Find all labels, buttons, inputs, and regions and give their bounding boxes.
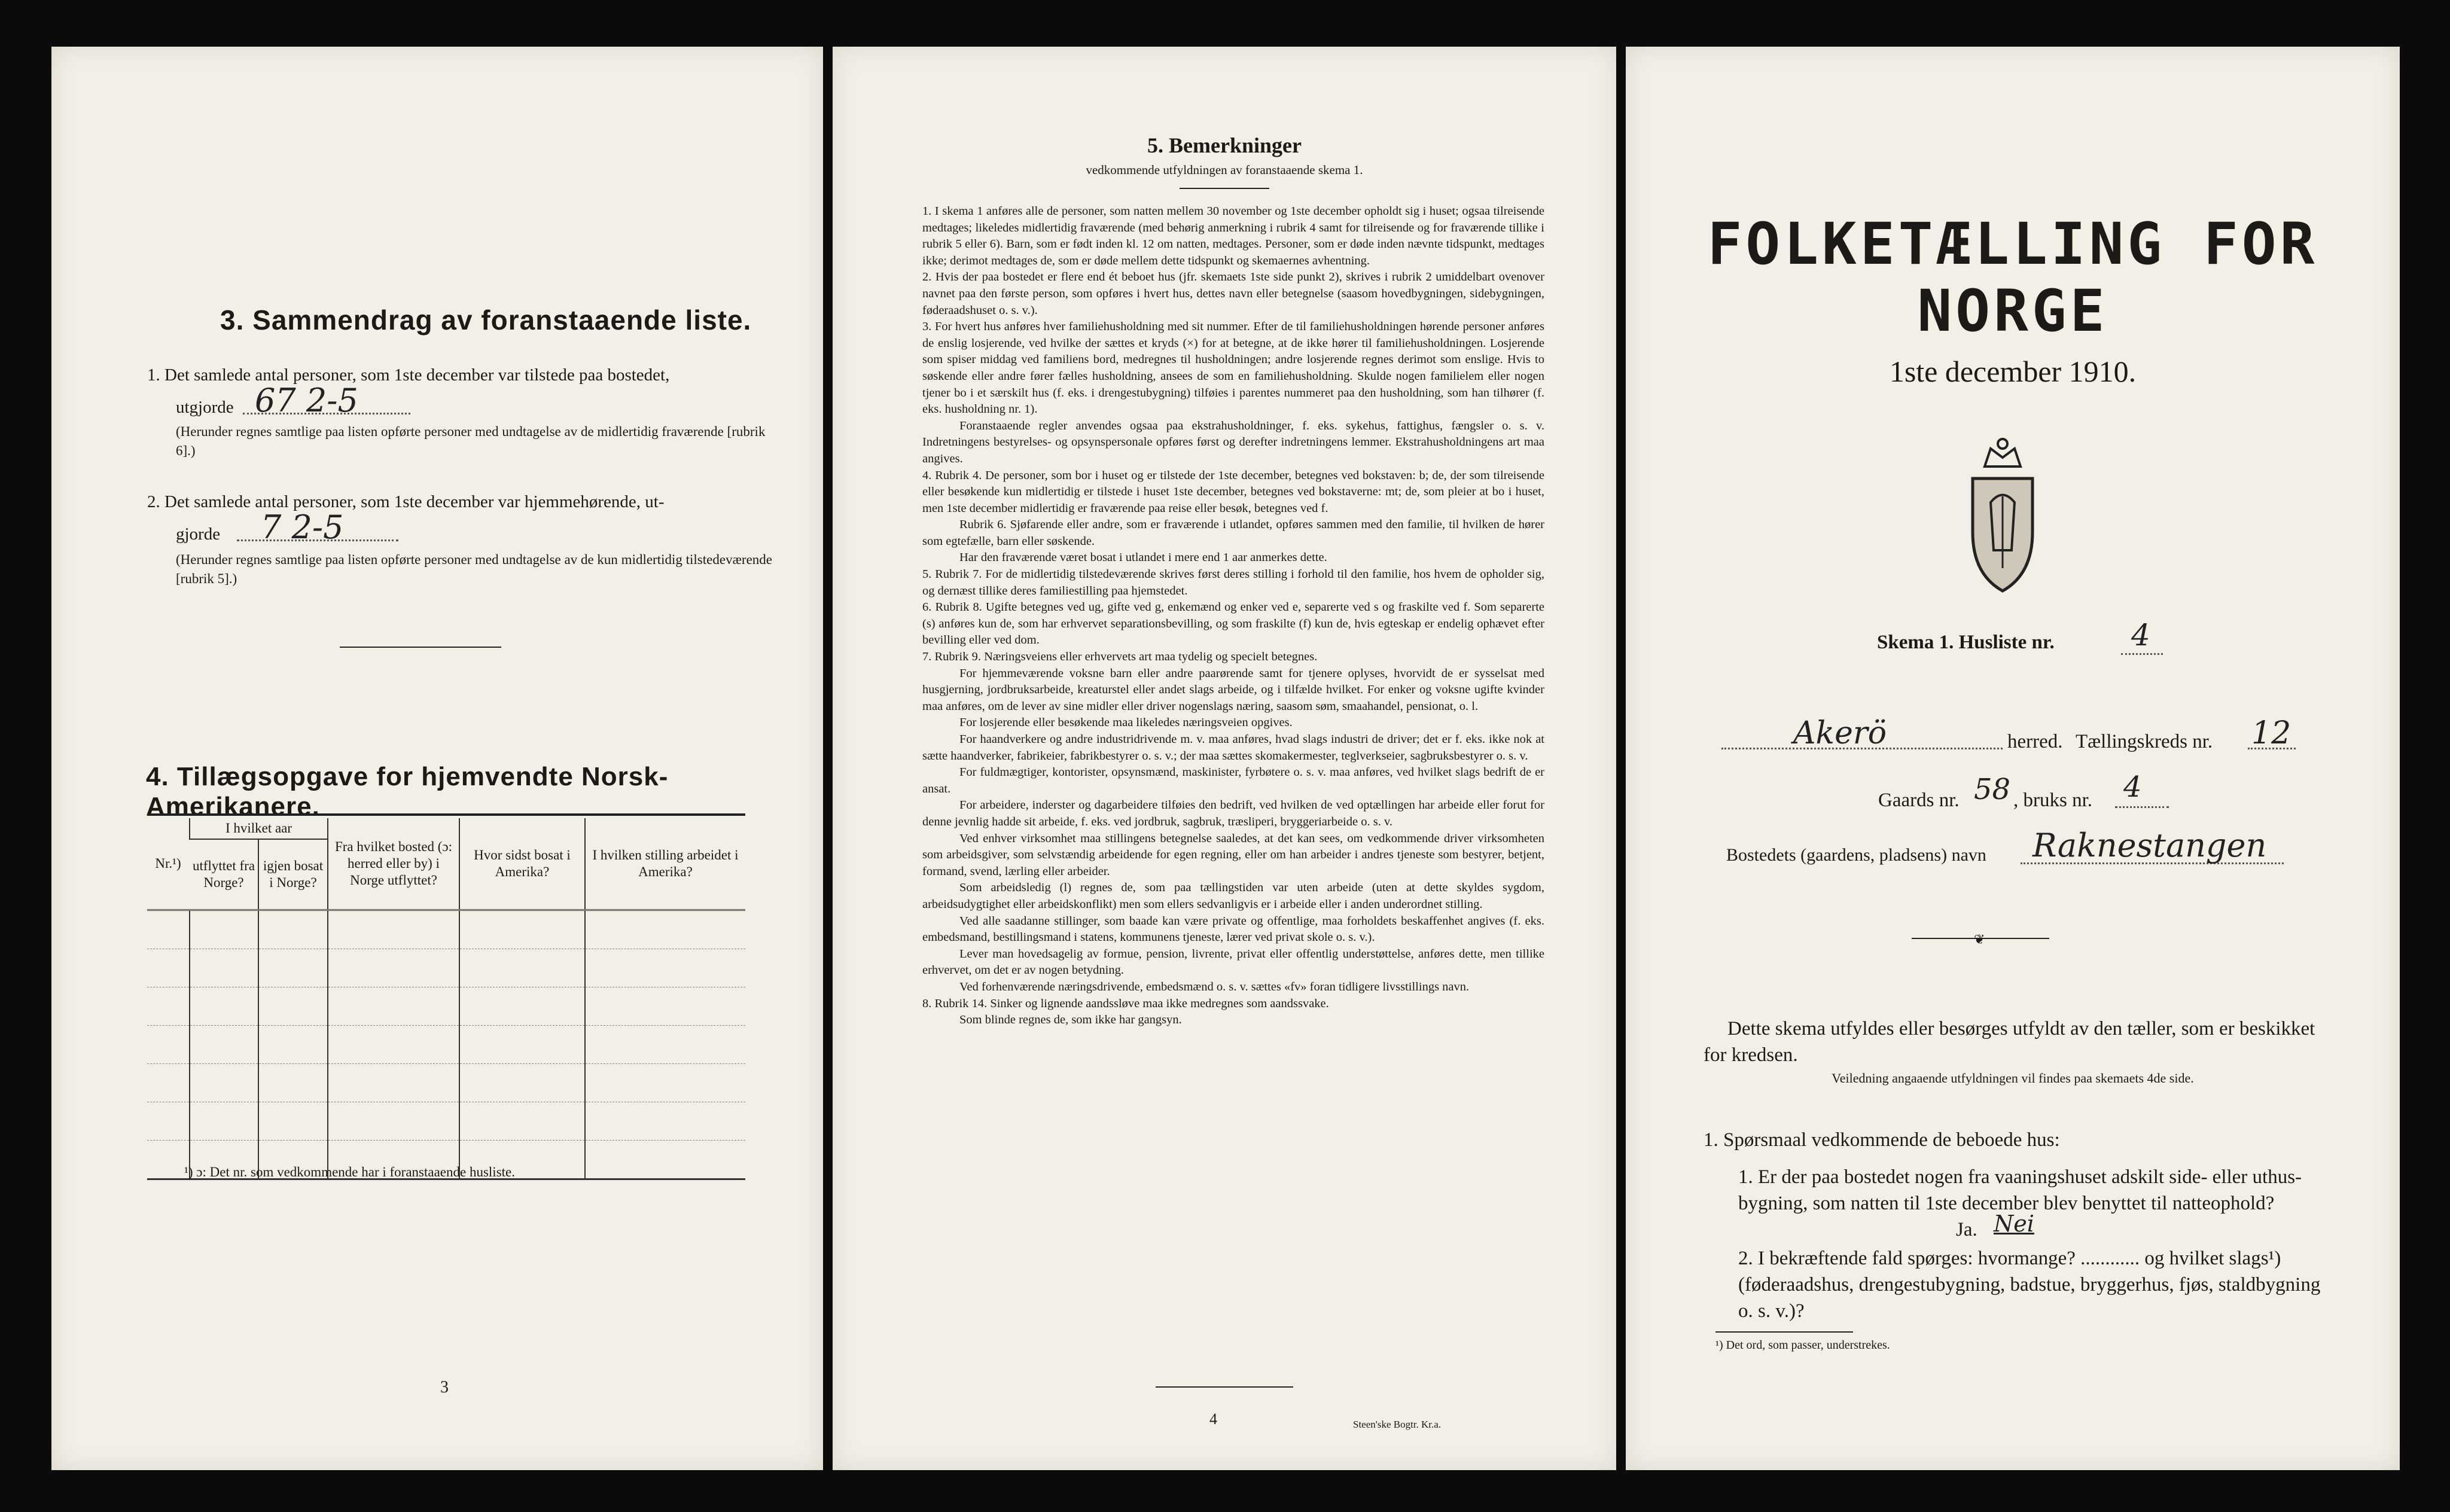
footer-rule bbox=[1156, 1386, 1293, 1388]
item1-label: utgjorde bbox=[176, 398, 234, 417]
table-row bbox=[147, 987, 745, 1026]
schema-label: Skema 1. Husliste nr. bbox=[1877, 632, 2055, 653]
item2-label: gjorde bbox=[176, 525, 221, 544]
question-1: 1. Er der paa bostedet nogen fra vaaningshuset adskilt side- eller uthus-bygning, som natten til 1ste december blev benyttet til natteophold? bbox=[1738, 1166, 2302, 1214]
bruks-value: 4 bbox=[2123, 770, 2142, 804]
form-date: 1ste december 1910. bbox=[1889, 355, 2137, 388]
item2-text: 2. Det samlede antal personer, som 1ste december var hjemmehørende, ut- bbox=[147, 492, 665, 511]
section3-title: 3. Sammendrag av foranstaaende liste. bbox=[220, 304, 752, 336]
husliste-value: 4 bbox=[2131, 618, 2150, 653]
table-row bbox=[147, 910, 745, 949]
divider bbox=[340, 647, 501, 648]
page-number: 3 bbox=[440, 1378, 449, 1397]
remark-paragraph: 4. Rubrik 4. De personer, som bor i huset og er tilstede der 1ste december, betegnes ved bokstaven: b; de, der som tilreisende eller besøkende kun midlertidig er tilstede i huset 1ste december, betegnes ved bokstaverne: mt; de, som pleier at bo i huset, men 1ste december midlertidig er fraværende paa reise eller besøk, betegnes ved f. bbox=[922, 468, 1544, 515]
form-title: FOLKETÆLLING FOR NORGE bbox=[1707, 211, 2318, 345]
remark-paragraph: For arbeidere, inderster og dagarbeidere tilføies den bedrift, ved hvilken de ved optællingen har arbeide eller forut for denne jevnlig hadde sit arbeide, f. eks. ved jordbruk, sagbruk, træsliperi, bryggeriarbeide o. s. v. bbox=[922, 798, 1544, 828]
th-group: I hvilket aar bbox=[190, 818, 328, 839]
middle-page bbox=[833, 47, 1616, 1470]
kreds-label: Tællingskreds nr. bbox=[2076, 731, 2213, 752]
herred-value: Akerö bbox=[1793, 715, 1887, 751]
remarks-heading: 5. Bemerkninger bbox=[1147, 133, 1302, 157]
remark-paragraph: 7. Rubrik 9. Næringsveiens eller erhvervets art maa tydelig og specielt betegnes. bbox=[922, 650, 1318, 664]
remark-paragraph: Ved alle saadanne stillinger, som baade kan være private og offentlige, maa forholdets beskaffenhet angives (f. eks. embedsmand, bestillingsmand i statens, kommunens tjeneste, lærer ved privat skole o. s. v.). bbox=[922, 914, 1544, 944]
remark-paragraph: For fuldmægtiger, kontorister, opsynsmænd, maskinister, fyrbøtere o. s. v. maa anføres, ved hvilket slags bedrift de er ansat. bbox=[922, 766, 1544, 795]
item1-text: 1. Det samlede antal personer, som 1ste december var tilstede paa bostedet, bbox=[147, 365, 670, 385]
remark-paragraph: Foranstaaende regler anvendes ogsaa paa ekstrahusholdninger, f. eks. sykehus, fattighus, fængsler o. s. v. Indretningens bestyrelses- og opsynspersonale opføres først og derefter indretningens lemmer. Ekstrahusholdningens art maa angives. bbox=[922, 419, 1544, 465]
item2-value: 7 2-5 bbox=[261, 508, 344, 546]
gaards-label: Gaards nr. bbox=[1878, 789, 1960, 811]
remark-paragraph: For losjerende eller besøkende maa likeledes næringsveien opgives. bbox=[959, 716, 1293, 730]
remark-paragraph: 1. I skema 1 anføres alle de personer, som natten mellem 30 november og 1ste december opholdt sig i huset; ogsaa tilreisende medtages; likeledes midlertidig fraværende (med behørig anmerkning i rubrik 4 samt for tilreisende og for fraværende tillike i rubrik 5 eller 6). Barn, som er født inden kl. 12 om natten, medtages. Personer, som er døde inden nævnte tidspunkt, medtages ikke; derimot medtages de, som er døde mellem dette tidspunkt og skemaernes avhentning. bbox=[922, 205, 1544, 267]
footnote-rule bbox=[1715, 1331, 1853, 1333]
table-footnote: ¹) ɔ: Det nr. som vedkommende har i foranstaaende husliste. bbox=[184, 1165, 515, 1179]
remark-paragraph: For hjemmeværende voksne barn eller andre paarørende samt for tjenere oplyses, hvorvidt de er sysselsat med husgjerning, jordbruksarbeide, kreaturstel eller andet slags arbeide, og i tilfælde hvilket. For enker og voksne ugifte kvinder maa anføres, om de lever av sine midler eller driver nogenslags næring, saasom søm, smaahandel, pensionat, o. l. bbox=[922, 666, 1544, 713]
th-nr: Nr.¹) bbox=[147, 818, 190, 910]
th-sidst-bosat: Hvor sidst bosat i Amerika? bbox=[459, 818, 585, 910]
page-number: 4 bbox=[1209, 1410, 1217, 1428]
herred-label: herred. bbox=[2007, 731, 2063, 752]
section4-title: 4. Tillægsopgave for hjemvendte Norsk-Amerikanere. bbox=[146, 762, 669, 821]
table-row bbox=[147, 1064, 745, 1102]
remarks-list bbox=[922, 203, 1544, 1029]
right-page bbox=[1626, 47, 2400, 1470]
remark-paragraph: 2. Hvis der paa bostedet er flere end ét beboet hus (jfr. skemaets 1ste side punkt 2), skrives i rubrik 2 umiddelbart ovenover navnet paa den første person, som opføres i hvert hus, dettes navn eller betegnelse (saasom hovedbygningen, sidebygningen, føderaadshuset o. s. v.). bbox=[922, 270, 1544, 317]
kreds-value: 12 bbox=[2251, 715, 2291, 751]
printer-mark: Steen'ske Bogtr. Kr.a. bbox=[1353, 1419, 1442, 1430]
questions-heading: 1. Spørsmaal vedkommende de beboede hus: bbox=[1704, 1129, 2060, 1151]
item1-note: (Herunder regnes samtlige paa listen opførte personer med undtagelse av de midlertidig fraværende [rubrik 6].) bbox=[176, 424, 766, 458]
remark-paragraph: Som blinde regnes de, som ikke har gangsyn. bbox=[959, 1013, 1182, 1027]
question-2: 2. I bekræftende fald spørges: hvormange? ............ og hvilket slags¹) (føderaadshus, drengestubygning, badstue, bryggerhus, fjøs, staldbygning o. s. v.)? bbox=[1738, 1248, 2321, 1322]
remark-paragraph: For haandverkere og andre industridrivende m. v. maa anføres, hvad slags industri de driver; det er f. eks. ikke nok at sætte haandverker, fabrikeier, fabrikbestyrer o. s. v.; der maa sættes skomakermester, teglverkseier, sagbruksbestyrer o. s. v. bbox=[922, 733, 1544, 763]
bosted-label: Bostedets (gaardens, pladsens) navn bbox=[1726, 845, 1986, 865]
bruks-label: , bruks nr. bbox=[2013, 789, 2092, 811]
coat-of-arms-icon bbox=[1961, 431, 2044, 598]
remark-paragraph: Som arbeidsledig (l) regnes de, som paa tællingstiden var uten arbeide (uten at dette skyldes sygdom, arbeidsudygtighet eller arbeidskonflikt) men som ellers sedvanligvis er i arbeide eller i anden underordnet stilling. bbox=[922, 881, 1544, 911]
table-row bbox=[147, 949, 745, 987]
bruks-dotline bbox=[2115, 806, 2169, 808]
remark-paragraph: Har den fraværende været bosat i utlandet i mere end 1 aar anmerkes dette. bbox=[959, 551, 1327, 565]
remark-paragraph: 3. For hvert hus anføres hver familiehusholdning med sit nummer. Efter de til familiehusholdningen hørende personer anføres de enslig losjerende, ved hvilke der sættes et kryds (×) for at betegne, at de ikke hører til familiehusholdningen. Losjerende som spiser middag ved familiens bord, medregnes til husholdningen; andre losjerende regnes derimot som enslige. Hvis to søskende eller andre fører fælles husholdning, ansees de som en familiehusholdning. Skulde nogen familielem eller nogen tjener bo i et særskilt hus (f. eks. i drengestubygning) tilføies i parentes nummeret paa den husholdning, som han tilhører (f. eks. husholdning nr. 1). bbox=[922, 320, 1544, 416]
th-stilling: I hvilken stilling arbeidet i Amerika? bbox=[585, 818, 745, 910]
th-fra-bosted: Fra hvilket bosted (ɔ: herred eller by) i Norge utflyttet? bbox=[328, 818, 459, 910]
question-1-answer-prefix: Ja. bbox=[1956, 1219, 1977, 1240]
remark-paragraph: 8. Rubrik 14. Sinker og lignende aandssløve maa ikke medregnes som aandssvake. bbox=[922, 996, 1329, 1010]
left-page bbox=[51, 47, 823, 1470]
item2-note: (Herunder regnes samtlige paa listen opførte personer med undtagelse av de kun midlertidig tilstedeværende [rubrik 5].) bbox=[176, 552, 772, 586]
th-utflyttet: utflyttet fra Norge? bbox=[190, 839, 258, 910]
remark-paragraph: Ved enhver virksomhet maa stillingens betegnelse saaledes, at det kan sees, om vedkommende driver virksomheten som arbeidsgiver, som selvstændig arbeidende for egen regning, eller om han arbeider i andres tjeneste som bestyrer, betjent, formand, svend, lærling eller arbeider. bbox=[922, 831, 1544, 878]
footnote: ¹) Det ord, som passer, understrekes. bbox=[1715, 1339, 1890, 1352]
remarks-subheading: vedkommende utfyldningen av foranstaaende skema 1. bbox=[1086, 163, 1363, 177]
remark-paragraph: Lever man hovedsagelig av formue, pension, livrente, privat eller offentlig understøttelse, anføres dette, men tillike erhvervet, om det er av nogen betydning. bbox=[922, 947, 1544, 977]
heading-rule bbox=[1180, 188, 1269, 189]
table-row bbox=[147, 1102, 745, 1141]
intro-text: Dette skema utfyldes eller besørges utfyldt av den tæller, som er beskikket for kredsen. bbox=[1704, 1018, 2315, 1066]
item1-value: 67 2-5 bbox=[255, 382, 358, 419]
norsk-amerikanere-table bbox=[147, 818, 745, 1180]
question-1-answer: Nei bbox=[1994, 1211, 2034, 1237]
remark-paragraph: 6. Rubrik 8. Ugifte betegnes ved ug, gifte ved g, enkemænd og enker ved e, separerte ved s og fraskilte ved f. Som separerte (s) anføres kun de, som har erhvervet separationsbevilling, og som fraskilte (f) kun de, hvis egteskap er endelig ophævet efter bevilling eller ved dom. bbox=[922, 600, 1544, 647]
table-top-rule bbox=[147, 813, 745, 816]
bosted-value: Raknestangen bbox=[2032, 827, 2267, 864]
gaards-value: 58 bbox=[1974, 773, 2011, 806]
husliste-dotline bbox=[2121, 653, 2163, 655]
remark-paragraph: 5. Rubrik 7. For de midlertidig tilstedeværende skrives først deres stilling i forhold til den familie, hos hvem de opholder sig, og dernæst tillike deres familiestilling paa hjemstedet. bbox=[922, 568, 1544, 598]
th-igjen-bosat: igjen bosat i Norge? bbox=[258, 839, 328, 910]
table-row bbox=[147, 1026, 745, 1064]
remark-paragraph: Rubrik 6. Sjøfarende eller andre, som er fraværende i utlandet, opføres sammen med den familie, til hvilken de hører som egtefælle, barn eller søskende. bbox=[922, 518, 1544, 548]
ornament-icon: ❦ bbox=[1974, 932, 1985, 947]
guidance-text: Veiledning angaaende utfyldningen vil findes paa skemaets 4de side. bbox=[1832, 1071, 2194, 1086]
remark-paragraph: Ved forhenværende næringsdrivende, embedsmænd o. s. v. sættes «fv» foran tidligere livsstillings navn. bbox=[959, 980, 1470, 993]
